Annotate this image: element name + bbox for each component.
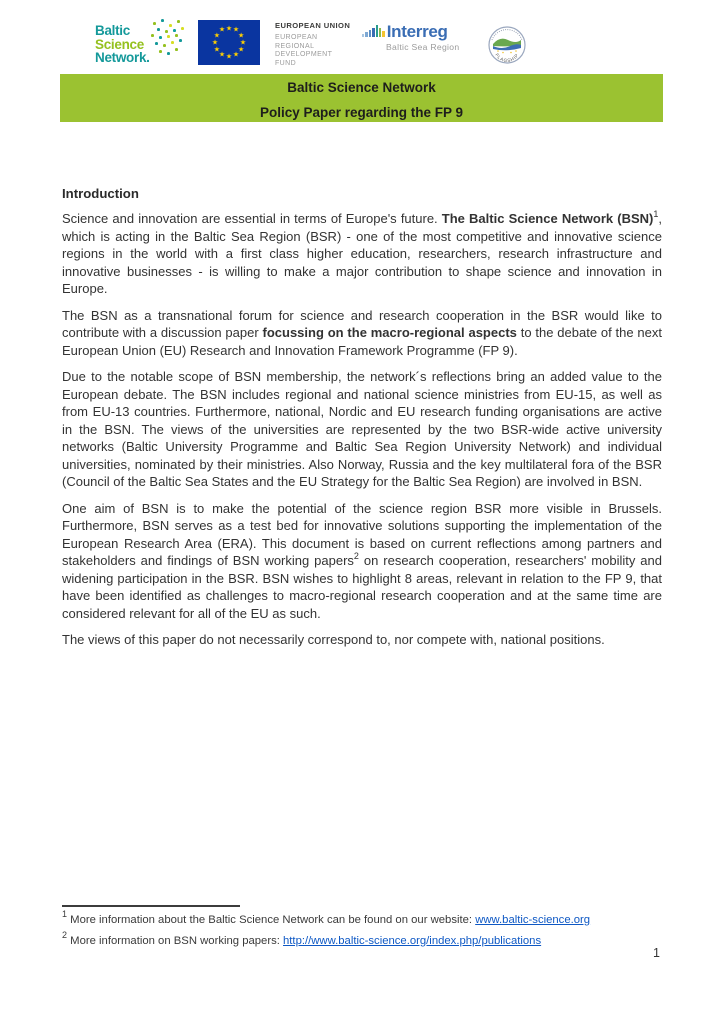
interreg-bars-icon <box>362 25 385 37</box>
eu-star-icon: ★ <box>232 51 240 59</box>
eu-star-icon: ★ <box>225 53 233 60</box>
eu-star-icon: ★ <box>211 39 219 46</box>
interreg-subtitle: Baltic Sea Region <box>386 42 460 52</box>
baltic-science-network-logo <box>95 24 195 72</box>
paragraph: Science and innovation are essential in terms of Europe's future. The Baltic Science Network (BSN)$^1$, which is acting in the Baltic Sea Region (BSR) - one of the most competitive and innovative science regions in the world with a first class higher education, researchers, research infrastructure and innovative businesses - is willing to make a major contribution to shape science and innovation in Europe. <box>62 208 662 296</box>
bsn-logo-text: Baltic <box>95 23 130 38</box>
body-paragraphs <box>62 210 662 649</box>
interreg-name: Interreg <box>386 22 448 41</box>
bsn-dots-icon <box>145 18 189 66</box>
eu-erdf-logo <box>198 20 350 68</box>
eu-star-icon: ★ <box>232 26 240 34</box>
paragraph: One aim of BSN is to make the potential of the science region BSR more visible in Brussels. Furthermore, BSN serves as a test bed for innovative solutions supporting the implementation of the European Research Area (ERA). This document is based on current reflections among partners and stakeholders and findings of BSN working papers$^2$ on research cooperation, researchers' mobility and widening participation in the BSR. BSN wishes to highlight 8 areas, relevant in relation to the FP 9, that have been identified as challenges to macro-regional research cooperation and at the same time are considered relevant for all of the EU as such. <box>62 500 662 621</box>
eusbsr-flagship-badge-icon <box>486 24 528 68</box>
eu-star-icon: ★ <box>213 32 221 39</box>
header-logos <box>0 0 724 74</box>
footnote-link[interactable]: http://www.baltic-science.org/index.php/publications <box>283 934 542 947</box>
footnote-marker: 2 <box>62 929 68 940</box>
eu-flag-icon <box>198 20 260 65</box>
footnote-ref: 2 <box>353 550 359 561</box>
footnote <box>62 910 662 931</box>
banner-subtitle: Policy Paper regarding the FP 9 <box>259 105 464 120</box>
footnote-marker: 1 <box>62 909 68 920</box>
eu-star-icon: ★ <box>237 46 245 53</box>
footnote-text: More information on BSN working papers: <box>67 934 284 947</box>
banner-title: Baltic Science Network <box>287 80 436 95</box>
eu-union-label: EUROPEAN UNION <box>275 21 351 30</box>
footnote <box>62 931 662 952</box>
footnote-separator <box>62 905 240 907</box>
interreg-logo <box>362 24 459 52</box>
paragraph: The BSN as a transnational forum for science and research cooperation in the BSR would like to contribute with a discussion paper focussing on the macro-regional aspects to the debate of the next European Union (EU) Research and Innovation Framework Programme (FP 9). <box>62 307 662 358</box>
bsn-logo-text: Science <box>95 36 144 52</box>
footnote-text: More information about the Baltic Science Network can be found on our website: <box>67 914 476 926</box>
erdf-label: EUROPEAN <box>275 34 318 41</box>
footnote-link[interactable]: www.baltic-science.org <box>475 914 591 926</box>
eu-star-icon: ★ <box>225 25 233 32</box>
page-number: 1 <box>653 946 660 960</box>
eu-star-icon: ★ <box>218 51 226 59</box>
footnote-ref: 1 <box>653 208 659 219</box>
paragraph: Due to the notable scope of BSN membership, the network´s reflections bring an added value to the European debate. The BSN includes regional and national science ministries from EU-15, as well as from EU-13 countries. Furthermore, national, Nordic and EU research funding organisations are active in the BSN. The views of the universities are represented by the two BSR-wide active university networks (Baltic University Programme and Baltic Sea Region University Network) and individual universities, nominated by their ministries. Also Norway, Russia and the key multilateral fora of the BSR (Council of the Baltic Sea States and the EU Strategy for the Baltic Sea Region) are involved in BSN. <box>62 369 662 489</box>
eu-star-icon: ★ <box>237 32 245 39</box>
section-heading: Introduction <box>62 186 139 201</box>
eu-star-icon: ★ <box>239 39 247 46</box>
bsn-logo-text: Network. <box>95 50 150 65</box>
erdf-label: FUND <box>275 59 297 67</box>
title-banner <box>60 74 663 122</box>
paragraph: The views of this paper do not necessarily correspond to, nor compete with, national positions. <box>62 632 605 647</box>
flagship-label: FLAGSHIP <box>494 52 520 64</box>
footnotes <box>62 910 662 951</box>
erdf-label: DEVELOPMENT <box>275 51 333 59</box>
eu-star-icon: ★ <box>218 26 226 34</box>
document-body <box>62 186 662 658</box>
erdf-label: REGIONAL <box>275 42 315 50</box>
eu-star-icon: ★ <box>213 46 221 53</box>
